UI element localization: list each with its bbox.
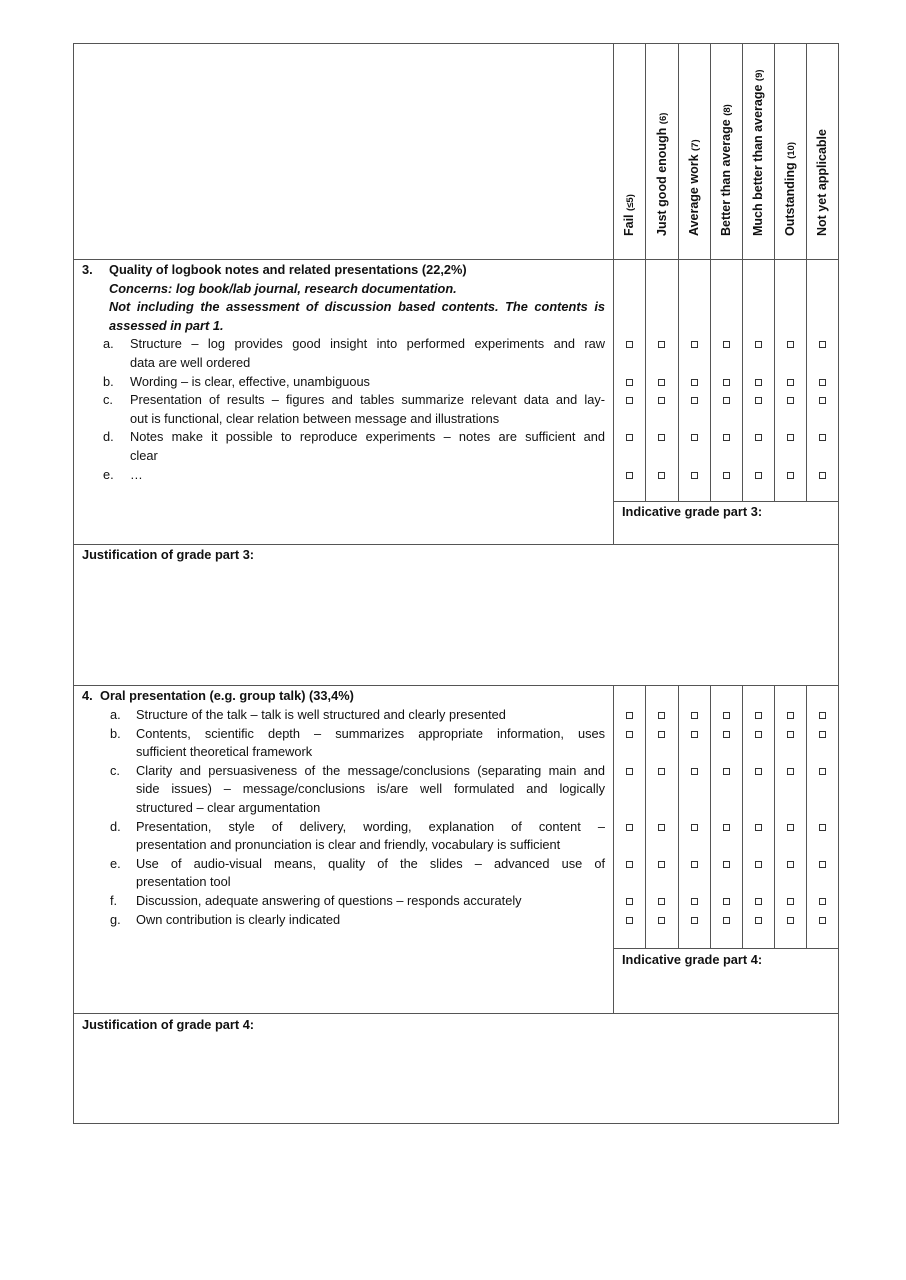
part3-item0-checkbox[interactable]	[626, 341, 633, 348]
part4-item2-checkbox[interactable]	[658, 768, 665, 775]
indicative-grade-label: Indicative grade part 3:	[622, 504, 763, 519]
item-text: presentation tool	[136, 874, 231, 890]
part4-item0-checkbox[interactable]	[755, 712, 762, 719]
column-header	[742, 44, 774, 258]
part4-item6-checkbox[interactable]	[691, 917, 698, 924]
part4-item5-checkbox[interactable]	[755, 898, 762, 905]
part4-item6-checkbox[interactable]	[626, 917, 633, 924]
part3-item2-checkbox[interactable]	[658, 397, 665, 404]
part3-item2-checkbox[interactable]	[626, 397, 633, 404]
section-title: Oral presentation (e.g. group talk) (33,4%)	[100, 688, 354, 703]
indicative-grade-field-part4[interactable]	[614, 970, 838, 1012]
section-number: 4.	[82, 688, 93, 703]
vline	[774, 685, 775, 948]
hline	[613, 501, 838, 502]
part4-item3-checkbox[interactable]	[755, 824, 762, 831]
section-note: assessed in part 1.	[109, 317, 224, 333]
part4-item0-checkbox[interactable]	[787, 712, 794, 719]
part3-item2-checkbox[interactable]	[755, 397, 762, 404]
part4-item5-checkbox[interactable]	[658, 898, 665, 905]
column-score-note: (7)	[690, 139, 701, 151]
part4-item4-checkbox[interactable]	[691, 861, 698, 868]
part4-item0-checkbox[interactable]	[626, 712, 633, 719]
part4-item0-checkbox[interactable]	[819, 712, 826, 719]
part3-item1-checkbox[interactable]	[723, 379, 730, 386]
column-label: Not yet applicable	[815, 129, 829, 236]
indicative-grade-label: Indicative grade part 4:	[622, 952, 763, 967]
indicative-grade-field-part3[interactable]	[614, 522, 838, 543]
item-text: Structure of the talk – talk is well structured and clearly presented	[136, 707, 506, 722]
part3-item4-checkbox[interactable]	[658, 472, 665, 479]
part4-item6-checkbox[interactable]	[658, 917, 665, 924]
part4-item2-checkbox[interactable]	[723, 768, 730, 775]
justification-label: Justification of grade part 4:	[82, 1017, 255, 1032]
part4-item1-checkbox[interactable]	[658, 731, 665, 738]
item-letter: b.	[103, 373, 114, 389]
part4-item5-checkbox[interactable]	[626, 898, 633, 905]
part3-item4-checkbox[interactable]	[819, 472, 826, 479]
column-label: Outstanding	[783, 162, 797, 236]
item-text: Presentation, style of delivery, wording, explanation of content –	[136, 818, 605, 834]
column-score-note: (≤5)	[625, 194, 636, 211]
item-letter: c.	[110, 762, 120, 778]
part3-item4-checkbox[interactable]	[723, 472, 730, 479]
part3-item1-checkbox[interactable]	[787, 379, 794, 386]
part4-item2-checkbox[interactable]	[819, 768, 826, 775]
section-number: 3.	[82, 262, 93, 277]
part4-item3-checkbox[interactable]	[626, 824, 633, 831]
column-header	[774, 44, 806, 258]
item-letter: c.	[103, 392, 113, 408]
item-letter: f.	[110, 893, 118, 908]
hline	[73, 1013, 838, 1014]
item-text: Use of audio-visual means, quality of the slides – advanced use of	[136, 855, 605, 871]
part3-item0-checkbox[interactable]	[658, 341, 665, 348]
part4-item3-checkbox[interactable]	[787, 824, 794, 831]
item-text: Clarity and persuasiveness of the message/conclusions (separating main and	[136, 762, 605, 778]
item-letter: a.	[103, 336, 114, 352]
item-letter: b.	[110, 725, 121, 741]
part4-item1-checkbox[interactable]	[691, 731, 698, 738]
section-concerns: Concerns: log book/lab journal, research documentation.	[109, 280, 457, 296]
part3-item2-checkbox[interactable]	[787, 397, 794, 404]
column-score-note: (6)	[657, 112, 669, 125]
part4-item4-checkbox[interactable]	[626, 861, 633, 868]
part3-item1-checkbox[interactable]	[658, 379, 665, 386]
vline	[678, 685, 679, 948]
part3-item2-checkbox[interactable]	[723, 397, 730, 404]
column-label: Much better than average	[751, 84, 765, 236]
part4-item6-checkbox[interactable]	[723, 917, 730, 924]
part4-item3-checkbox[interactable]	[658, 824, 665, 831]
item-text: …	[130, 466, 143, 482]
part4-item0-checkbox[interactable]	[691, 712, 698, 719]
hline	[73, 259, 838, 260]
part3-item3-checkbox[interactable]	[723, 434, 730, 441]
item-text: data are well ordered	[130, 355, 251, 370]
part3-item4-checkbox[interactable]	[755, 472, 762, 479]
part4-item0-checkbox[interactable]	[658, 712, 665, 719]
section-title: Quality of logbook notes and related presentations (22,2%)	[109, 262, 467, 277]
vline	[710, 685, 711, 948]
part4-item1-checkbox[interactable]	[755, 731, 762, 738]
item-text: clear	[130, 448, 158, 463]
column-header	[678, 44, 710, 258]
item-letter: d.	[110, 818, 121, 834]
part4-item3-checkbox[interactable]	[691, 824, 698, 831]
vline	[645, 685, 646, 948]
part4-item5-checkbox[interactable]	[723, 898, 730, 905]
item-letter: a.	[110, 707, 121, 722]
item-letter: e.	[110, 855, 121, 871]
hline	[73, 544, 838, 545]
part4-item4-checkbox[interactable]	[819, 861, 826, 868]
vline	[613, 685, 614, 1013]
hline	[73, 685, 838, 686]
part3-item0-checkbox[interactable]	[723, 341, 730, 348]
column-header-label	[783, 142, 797, 236]
column-header	[806, 44, 838, 258]
part3-item0-checkbox[interactable]	[691, 341, 698, 348]
vline	[742, 685, 743, 948]
justification-field-part3[interactable]	[74, 565, 838, 684]
justification-field-part4[interactable]	[74, 1035, 838, 1123]
part3-item2-checkbox[interactable]	[819, 397, 826, 404]
part3-item4-checkbox[interactable]	[691, 472, 698, 479]
part3-item0-checkbox[interactable]	[787, 341, 794, 348]
part3-item2-checkbox[interactable]	[691, 397, 698, 404]
column-score-note: (10)	[786, 142, 797, 159]
part3-item4-checkbox[interactable]	[787, 472, 794, 479]
column-header	[710, 44, 742, 258]
part3-item4-checkbox[interactable]	[626, 472, 633, 479]
item-text: structured – clear argumentation	[136, 800, 321, 815]
part4-item3-checkbox[interactable]	[819, 824, 826, 831]
item-text: Wording – is clear, effective, unambiguous	[130, 373, 370, 389]
item-text: Discussion, adequate answering of questions – responds accurately	[136, 893, 522, 908]
column-header-label	[655, 113, 669, 236]
part4-item2-checkbox[interactable]	[755, 768, 762, 775]
part4-item0-checkbox[interactable]	[723, 712, 730, 719]
part3-item3-checkbox[interactable]	[691, 434, 698, 441]
item-text: presentation and pronunciation is clear and friendly, vocabulary is sufficient	[136, 837, 561, 853]
item-text: Contents, scientific depth – summarizes appropriate information, uses	[136, 725, 605, 741]
part3-item1-checkbox[interactable]	[819, 379, 826, 386]
part3-item1-checkbox[interactable]	[626, 379, 633, 386]
section-note: Not including the assessment of discussion based contents. The contents is	[109, 299, 605, 315]
part4-item1-checkbox[interactable]	[787, 731, 794, 738]
hline	[613, 948, 838, 949]
column-label: Better than average	[719, 119, 733, 236]
column-header-label	[687, 139, 701, 236]
item-letter: e.	[103, 466, 114, 482]
item-text: side issues) – message/conclusions is/are well formulated and logically	[136, 781, 605, 797]
item-text: Notes make it possible to reproduce experiments – notes are sufficient and	[130, 429, 605, 445]
part3-item3-checkbox[interactable]	[819, 434, 826, 441]
column-label: Average work	[687, 154, 701, 236]
part4-item4-checkbox[interactable]	[723, 861, 730, 868]
part3-item1-checkbox[interactable]	[691, 379, 698, 386]
column-header-label	[719, 104, 733, 236]
part4-item5-checkbox[interactable]	[691, 898, 698, 905]
part4-item4-checkbox[interactable]	[755, 861, 762, 868]
item-text: Own contribution is clearly indicated	[136, 911, 341, 927]
column-header	[613, 44, 645, 258]
column-label: Just good enough	[654, 127, 669, 236]
part3-item3-checkbox[interactable]	[626, 434, 633, 441]
part4-item1-checkbox[interactable]	[723, 731, 730, 738]
part4-item6-checkbox[interactable]	[819, 917, 826, 924]
item-text: Presentation of results – figures and tables summarize relevant data and lay-	[130, 392, 605, 408]
part4-item2-checkbox[interactable]	[626, 768, 633, 775]
item-text: out is functional, clear relation between message and illustrations	[130, 410, 500, 426]
part4-item6-checkbox[interactable]	[787, 917, 794, 924]
vline	[806, 685, 807, 948]
column-header-label	[622, 194, 636, 236]
item-text: sufficient theoretical framework	[136, 744, 313, 760]
part3-item3-checkbox[interactable]	[787, 434, 794, 441]
part4-item6-checkbox[interactable]	[755, 917, 762, 924]
part3-item3-checkbox[interactable]	[755, 434, 762, 441]
column-label: Fail	[622, 214, 636, 236]
item-text: Structure – log provides good insight into performed experiments and raw	[130, 336, 605, 352]
part4-item1-checkbox[interactable]	[819, 731, 826, 738]
column-header	[645, 44, 678, 258]
part4-item1-checkbox[interactable]	[626, 731, 633, 738]
part3-item3-checkbox[interactable]	[658, 434, 665, 441]
column-header-label	[751, 69, 765, 236]
column-header-label	[815, 129, 829, 236]
part4-item2-checkbox[interactable]	[691, 768, 698, 775]
part3-item0-checkbox[interactable]	[819, 341, 826, 348]
part4-item2-checkbox[interactable]	[787, 768, 794, 775]
part4-item5-checkbox[interactable]	[787, 898, 794, 905]
part4-item3-checkbox[interactable]	[723, 824, 730, 831]
part3-item0-checkbox[interactable]	[755, 341, 762, 348]
part4-item4-checkbox[interactable]	[658, 861, 665, 868]
justification-label: Justification of grade part 3:	[82, 547, 255, 562]
column-score-note: (8)	[722, 104, 733, 116]
item-letter: g.	[110, 911, 121, 927]
part4-item4-checkbox[interactable]	[787, 861, 794, 868]
part4-item5-checkbox[interactable]	[819, 898, 826, 905]
column-score-note: (9)	[754, 69, 765, 82]
part3-item1-checkbox[interactable]	[755, 379, 762, 386]
item-letter: d.	[103, 429, 114, 445]
